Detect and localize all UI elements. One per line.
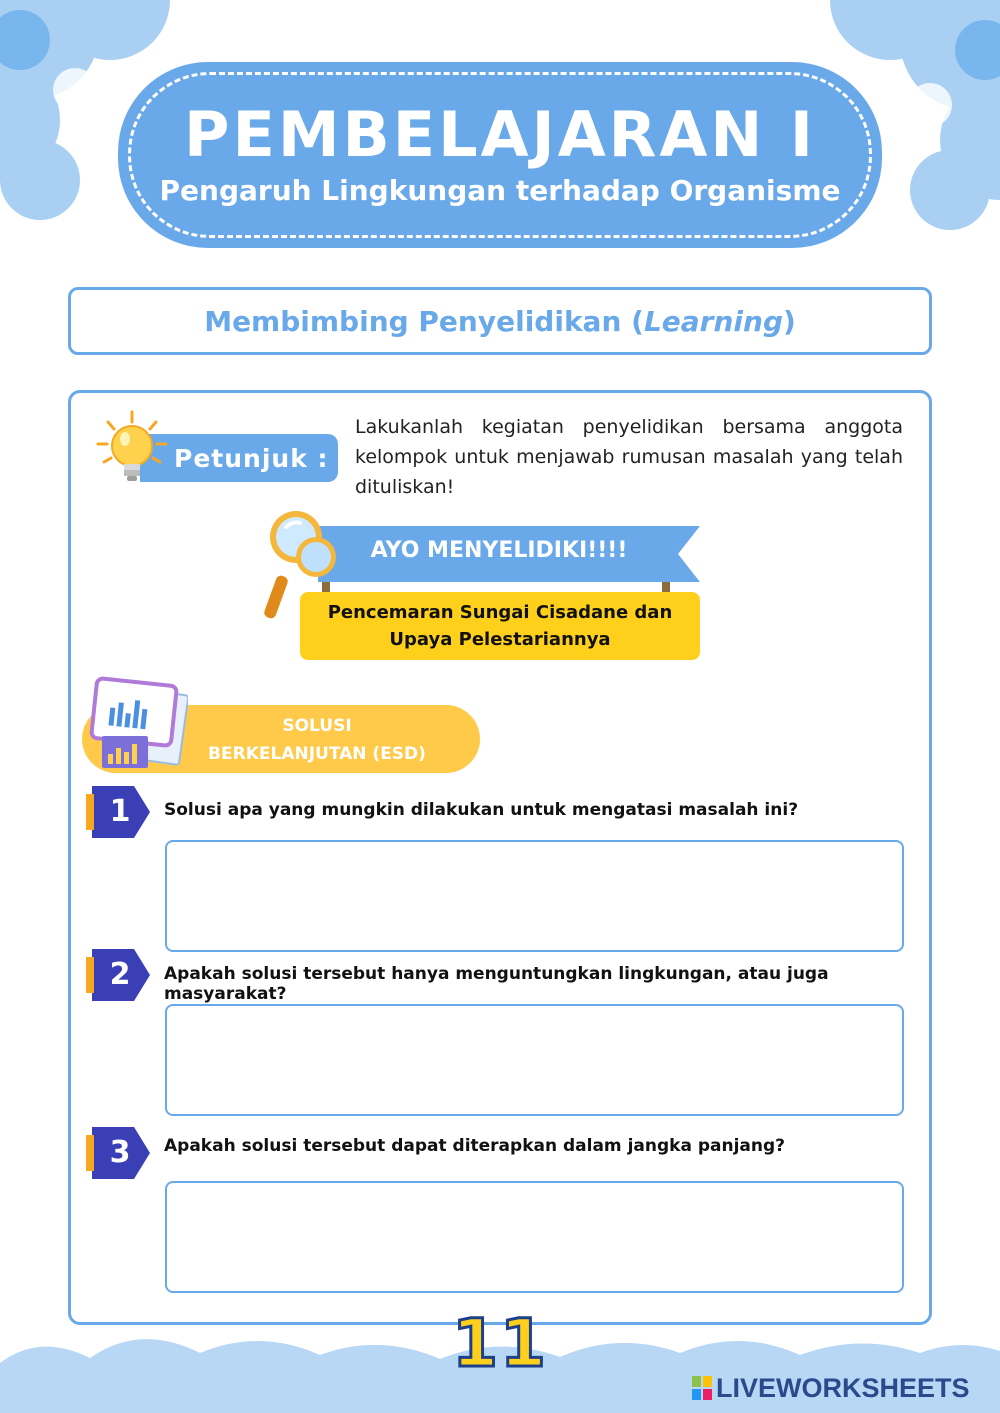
question-3-number: 3 — [109, 1135, 131, 1170]
lightbulb-icon — [96, 410, 168, 490]
answer-2-input[interactable] — [165, 1004, 904, 1116]
topic-text — [328, 599, 673, 653]
topic-box — [300, 592, 700, 660]
question-2-number: 2 — [109, 957, 131, 992]
liveworksheets-logo[interactable] — [692, 1370, 992, 1406]
page-title: PEMBELAJARAN I — [184, 98, 816, 171]
question-2-text: Apakah solusi tersebut hanya menguntungkan lingkungan, atau juga masyarakat? — [164, 964, 829, 1004]
page-number: 11 — [452, 1305, 548, 1382]
instruction-label: Petunjuk : — [174, 443, 329, 473]
answer-3-input[interactable] — [165, 1181, 904, 1293]
instruction-text: Lakukanlah kegiatan penyelidikan bersama anggota kelompok untuk menjawab rumusan masalah yang telah dituliskan! — [355, 416, 903, 498]
section-title-end: ) — [782, 304, 796, 338]
question-1-text: Solusi apa yang mungkin dilakukan untuk mengatasi masalah ini? — [164, 800, 799, 820]
esd-label-line-2: BERKELANJUTAN (ESD) — [208, 744, 426, 764]
answer-1-input[interactable] — [165, 840, 904, 952]
question-3-text: Apakah solusi tersebut dapat diterapkan dalam jangka panjang? — [164, 1136, 786, 1156]
section-title — [204, 305, 796, 338]
question-1-number: 1 — [109, 794, 131, 829]
section-header-box — [68, 287, 932, 355]
instruction-label-tag — [140, 434, 338, 482]
esd-label-line-1: SOLUSI — [282, 716, 352, 736]
liveworksheets-brand-text: LIVEWORKSHEETS — [716, 1372, 970, 1403]
esd-label — [192, 712, 442, 768]
page-subtitle: Pengaruh Lingkungan terhadap Organisme — [159, 174, 841, 207]
section-title-italic: Learning — [643, 304, 783, 338]
liveworksheets-mark-icon — [692, 1376, 712, 1400]
topic-line-1: Pencemaran Sungai Cisadane dan — [327, 602, 673, 623]
section-title-main: Membimbing Penyelidikan ( — [204, 304, 644, 338]
activity-banner-text: AYO MENYELIDIKI!!!! — [370, 538, 628, 563]
tablet-chart-icon — [88, 676, 188, 770]
topic-line-2: Upaya Pelestariannya — [389, 629, 611, 650]
